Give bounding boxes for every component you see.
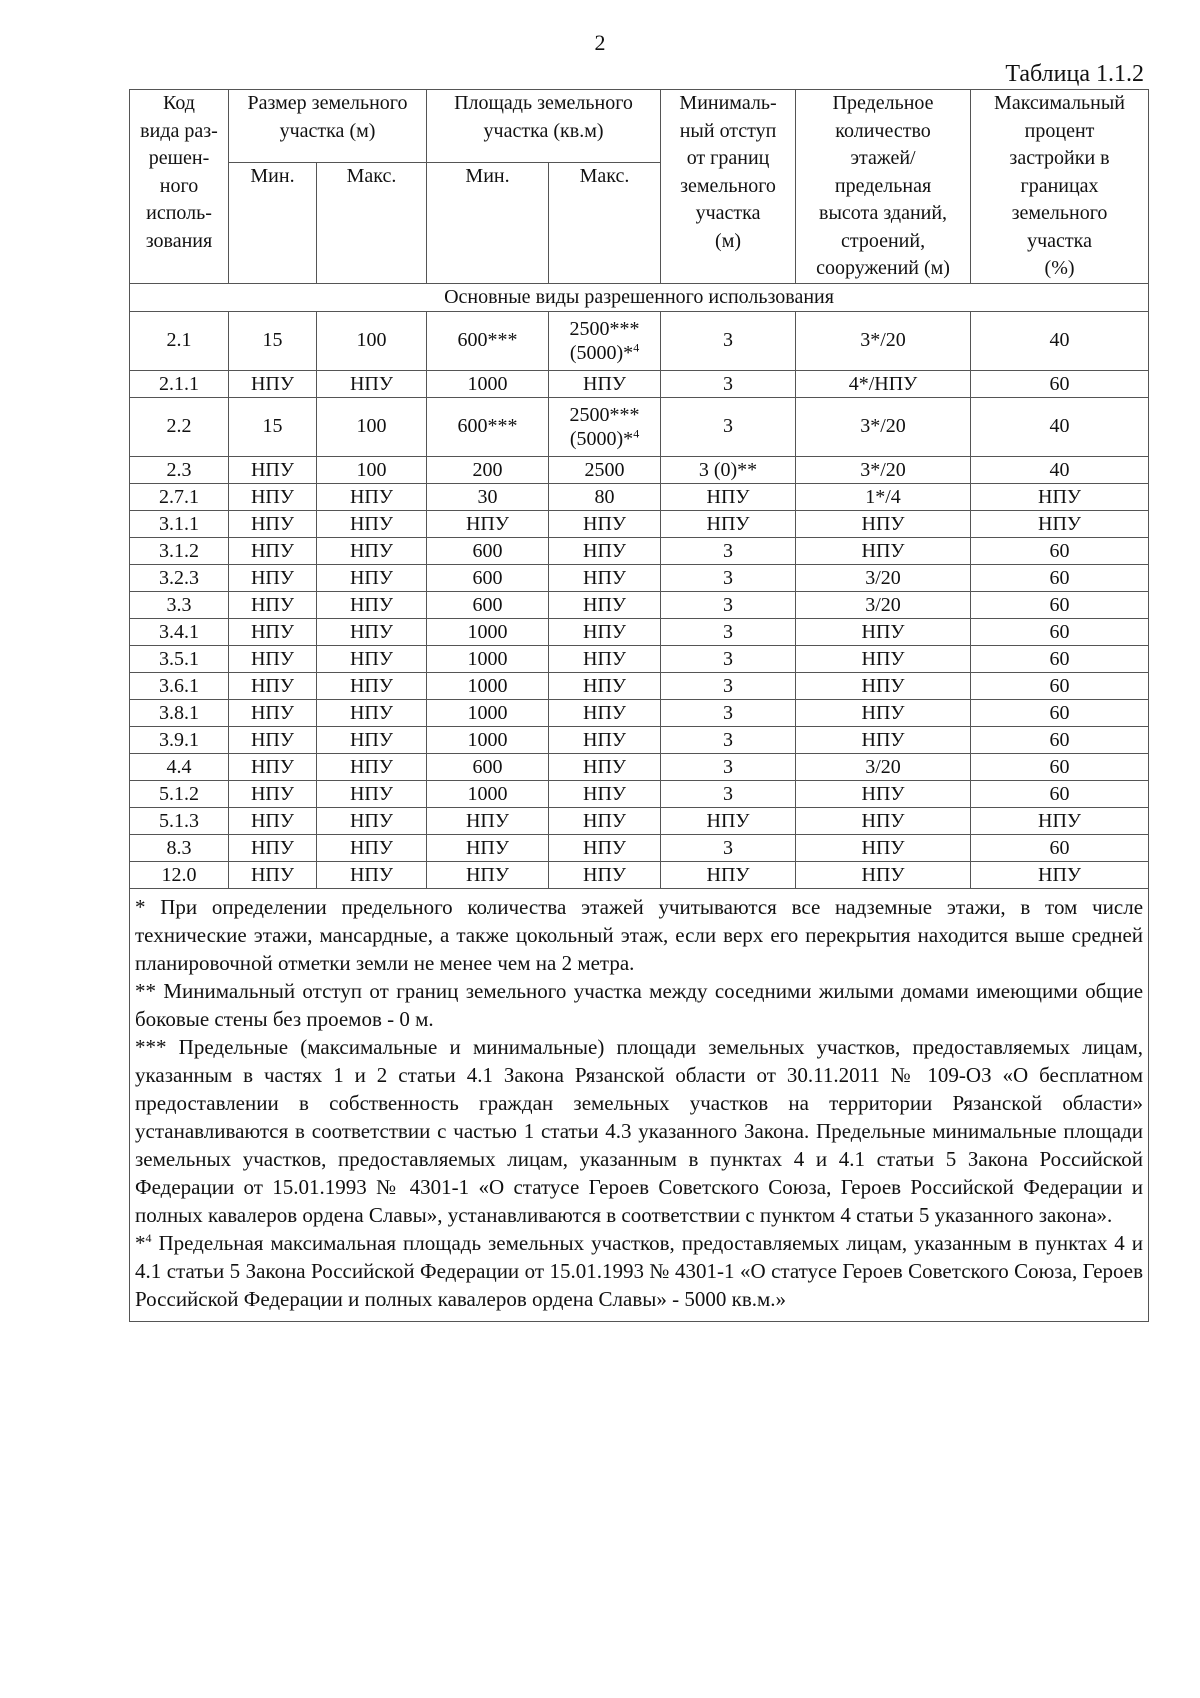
cell-area_max: НПУ [549, 834, 661, 861]
table-row [130, 510, 1149, 537]
header-line: участка (кв.м) [483, 119, 604, 142]
cell-code: 12.0 [130, 861, 229, 888]
table-row [130, 807, 1149, 834]
cell-size_max: 100 [317, 311, 427, 370]
cell-code: 2.7.1 [130, 483, 229, 510]
cell-code: 8.3 [130, 834, 229, 861]
cell-percent: 60 [971, 780, 1149, 807]
header-line: количество [835, 119, 931, 142]
cell-area_min: 600 [427, 537, 549, 564]
cell-code: 4.4 [130, 753, 229, 780]
note-2: ** Минимальный отступ от границ земельного участка между соседними жилыми домами имеющими общие боковые стены без проемов - 0 м. [135, 978, 1144, 1031]
cell-floors: НПУ [796, 672, 971, 699]
cell-code: 3.1.2 [130, 537, 229, 564]
header-line: (м) [715, 229, 742, 252]
cell-size_min: НПУ [229, 699, 317, 726]
cell-area_min: 1000 [427, 726, 549, 753]
cell-code: 2.2 [130, 397, 229, 456]
cell-area_min: 600*** [427, 311, 549, 370]
header-line: предельная [834, 174, 932, 197]
header-line: этажей/ [850, 147, 916, 169]
header-line: ный отступ [679, 119, 777, 142]
cell-floors: НПУ [796, 537, 971, 564]
cell-area_max: НПУ [549, 807, 661, 834]
cell-setback: НПУ [661, 807, 796, 834]
cell-code: 2.3 [130, 456, 229, 483]
cell-area_max: НПУ [549, 537, 661, 564]
cell-area_max: 2500 [549, 456, 661, 483]
cell-floors: НПУ [796, 510, 971, 537]
cell-percent: 60 [971, 618, 1149, 645]
header-line: Минималь- [679, 92, 777, 114]
cell-size_min: НПУ [229, 564, 317, 591]
cell-code: 2.1 [130, 311, 229, 370]
cell-area_min: 1000 [427, 618, 549, 645]
cell-size_min: НПУ [229, 483, 317, 510]
cell-floors: 3/20 [796, 564, 971, 591]
cell-floors: 1*/4 [796, 483, 971, 510]
cell-area-max-sup: 4 [633, 339, 640, 354]
cell-area_max: НПУ [549, 780, 661, 807]
cell-setback: 3 [661, 645, 796, 672]
cell-area-max-sup: 4 [633, 425, 640, 440]
header-area-min: Мин. [427, 162, 549, 283]
cell-percent: 40 [971, 456, 1149, 483]
cell-percent: 60 [971, 645, 1149, 672]
cell-size_max: 100 [317, 456, 427, 483]
header-line: строений, [840, 229, 926, 252]
cell-setback: НПУ [661, 483, 796, 510]
cell-area_min: НПУ [427, 807, 549, 834]
cell-code: 3.6.1 [130, 672, 229, 699]
header-line: границах [1020, 174, 1099, 197]
cell-percent: 60 [971, 564, 1149, 591]
section-title: Основные виды разрешенного использования [130, 283, 1149, 311]
table-row [130, 618, 1149, 645]
cell-setback: 3 [661, 311, 796, 370]
cell-floors: НПУ [796, 861, 971, 888]
cell-floors: 3/20 [796, 591, 971, 618]
cell-size_min: НПУ [229, 591, 317, 618]
header-size [229, 90, 427, 163]
land-use-table [129, 89, 1149, 1322]
cell-setback: 3 [661, 672, 796, 699]
cell-floors: НПУ [796, 645, 971, 672]
note-4 [135, 1229, 1143, 1313]
header-line: процент [1024, 119, 1095, 142]
cell-size_min: НПУ [229, 834, 317, 861]
cell-area_max [549, 397, 661, 456]
header-line: исполь- [146, 202, 212, 224]
cell-size_min: НПУ [229, 618, 317, 645]
header-line: участка (м) [279, 119, 376, 142]
cell-size_min: НПУ [229, 861, 317, 888]
table-row [130, 753, 1149, 780]
cell-code: 3.9.1 [130, 726, 229, 753]
table-row [130, 780, 1149, 807]
cell-size_max: НПУ [317, 510, 427, 537]
cell-area_min: 200 [427, 456, 549, 483]
cell-setback: 3 [661, 699, 796, 726]
cell-size_min: НПУ [229, 510, 317, 537]
note-1: * При определении предельного количества этажей учитываются все надземные этажи, в том числе технические этажи, мансардные, а также цокольный этаж, если верх его перекрытия находится выше средней планировочной отметки земли не менее чем на 2 метра. [135, 894, 1144, 975]
header-line: земельного [680, 174, 776, 197]
table-row [130, 397, 1149, 456]
cell-percent: 60 [971, 834, 1149, 861]
cell-percent: 60 [971, 591, 1149, 618]
cell-size_max: НПУ [317, 834, 427, 861]
table-row [130, 370, 1149, 397]
cell-percent: НПУ [971, 807, 1149, 834]
cell-size_min: НПУ [229, 807, 317, 834]
table-row [130, 645, 1149, 672]
header-area [427, 90, 661, 163]
header-line: Площадь земельного [454, 92, 633, 114]
table-row [130, 537, 1149, 564]
cell-setback: 3 [661, 753, 796, 780]
cell-floors: 3*/20 [796, 397, 971, 456]
cell-area_max: НПУ [549, 861, 661, 888]
header-floors [796, 90, 971, 284]
cell-size_min: НПУ [229, 726, 317, 753]
cell-setback: 3 [661, 564, 796, 591]
cell-percent: НПУ [971, 510, 1149, 537]
header-line: земельного [1011, 202, 1108, 224]
cell-size_max: НПУ [317, 564, 427, 591]
cell-size_min: НПУ [229, 753, 317, 780]
table-row [130, 456, 1149, 483]
cell-floors: НПУ [796, 726, 971, 753]
cell-size_max: НПУ [317, 753, 427, 780]
cell-setback: НПУ [661, 510, 796, 537]
cell-size_min: НПУ [229, 456, 317, 483]
cell-floors: 3*/20 [796, 456, 971, 483]
header-setback [661, 90, 796, 284]
cell-percent: 40 [971, 397, 1149, 456]
cell-area_max: НПУ [549, 699, 661, 726]
cell-area_max: НПУ [549, 672, 661, 699]
table-row [130, 834, 1149, 861]
cell-area_min: НПУ [427, 834, 549, 861]
cell-code: 3.3 [130, 591, 229, 618]
cell-area-max-line1: 2500*** [569, 317, 640, 340]
cell-size_min: НПУ [229, 672, 317, 699]
header-line: зования [145, 229, 213, 252]
cell-percent: 40 [971, 311, 1149, 370]
header-line: ного [159, 174, 199, 197]
cell-code: 5.1.2 [130, 780, 229, 807]
cell-size_min: НПУ [229, 537, 317, 564]
cell-area_min: 1000 [427, 645, 549, 672]
cell-setback: 3 [661, 591, 796, 618]
header-line: высота зданий, [819, 202, 948, 224]
cell-area_min: 1000 [427, 699, 549, 726]
header-line: Размер земельного [247, 92, 408, 114]
table-row [130, 564, 1149, 591]
table-row [130, 591, 1149, 618]
cell-area_min: НПУ [427, 861, 549, 888]
header-area-max: Макс. [549, 162, 661, 283]
header-line: Код [163, 92, 195, 114]
cell-code: 3.2.3 [130, 564, 229, 591]
cell-code: 3.5.1 [130, 645, 229, 672]
cell-area_min: 1000 [427, 780, 549, 807]
cell-code: 2.1.1 [130, 370, 229, 397]
header-line: Предельное [832, 92, 934, 114]
cell-setback: 3 [661, 618, 796, 645]
header-line: Максимальный [994, 92, 1126, 114]
cell-code: 3.8.1 [130, 699, 229, 726]
cell-code: 5.1.3 [130, 807, 229, 834]
table-row [130, 483, 1149, 510]
cell-area_max [549, 311, 661, 370]
cell-area_max: НПУ [549, 510, 661, 537]
note-4-mark: * [135, 1230, 146, 1255]
cell-code: 3.1.1 [130, 510, 229, 537]
cell-size_min: 15 [229, 311, 317, 370]
cell-size_max: НПУ [317, 483, 427, 510]
cell-setback: 3 [661, 780, 796, 807]
cell-size_max: НПУ [317, 699, 427, 726]
cell-size_min: НПУ [229, 370, 317, 397]
cell-area_min: 1000 [427, 672, 549, 699]
cell-area_max: 80 [549, 483, 661, 510]
cell-size_max: НПУ [317, 645, 427, 672]
cell-floors: НПУ [796, 699, 971, 726]
note-3: *** Предельные (максимальные и минимальные) площади земельных участков, предоставляемых лицам, указанным в частях 1 и 2 статьи 4.1 Закона Рязанской области от 30.11.2011 № 109-ОЗ «О бесплатном предоставлении в собственность граждан земельных участков на территории Рязанской области» устанавливаются в соответствии с частью 1 статьи 4.3 указанного Закона. Предельные минимальные площади земельных участков, предоставляемых лицам, указанным в пунктах 4 и 4.1 статьи 5 Закона Российской Федерации от 15.01.1993 № 4301-1 «О статусе Героев Советского Союза, Героев Российской Федерации и полных кавалеров ордена Славы», устанавливаются в соответствии с пунктом 4 статьи 5 указанного закона». [135, 1034, 1144, 1227]
cell-setback: 3 [661, 370, 796, 397]
table-caption: Таблица 1.1.2 [1005, 61, 1144, 87]
cell-area_max: НПУ [549, 645, 661, 672]
cell-percent: 60 [971, 672, 1149, 699]
table-row [130, 726, 1149, 753]
cell-size_max: НПУ [317, 780, 427, 807]
cell-area_min: НПУ [427, 510, 549, 537]
header-size-max: Макс. [317, 162, 427, 283]
cell-setback: НПУ [661, 861, 796, 888]
header-line: участка [1027, 229, 1092, 252]
cell-size_max: НПУ [317, 618, 427, 645]
cell-area_max: НПУ [549, 753, 661, 780]
table-row [130, 311, 1149, 370]
header-code [130, 90, 229, 284]
cell-area_max: НПУ [549, 370, 661, 397]
header-line: вида раз- [140, 119, 218, 142]
cell-area_min: 600 [427, 591, 549, 618]
cell-floors: НПУ [796, 780, 971, 807]
header-line: решен- [148, 147, 210, 169]
cell-size_max: НПУ [317, 672, 427, 699]
cell-area_min: 30 [427, 483, 549, 510]
cell-percent: НПУ [971, 861, 1149, 888]
table-row [130, 861, 1149, 888]
header-line: от границ [686, 147, 770, 169]
header-percent [971, 90, 1149, 284]
cell-code: 3.4.1 [130, 618, 229, 645]
cell-area-max-line2: (5000)* [569, 427, 634, 450]
cell-size_min: НПУ [229, 645, 317, 672]
header-line: (%) [1044, 257, 1075, 279]
table-row [130, 699, 1149, 726]
cell-percent: 60 [971, 699, 1149, 726]
notes-cell [130, 888, 1149, 1321]
cell-floors: НПУ [796, 618, 971, 645]
cell-size_max: НПУ [317, 591, 427, 618]
cell-area_max: НПУ [549, 591, 661, 618]
cell-size_min: 15 [229, 397, 317, 456]
cell-size_max: НПУ [317, 726, 427, 753]
cell-floors: НПУ [796, 807, 971, 834]
header-size-min: Мин. [229, 162, 317, 283]
cell-area_min: 600 [427, 564, 549, 591]
cell-area_min: 1000 [427, 370, 549, 397]
cell-area-max-line2: (5000)* [569, 341, 634, 364]
cell-percent: НПУ [971, 483, 1149, 510]
cell-floors: 4*/НПУ [796, 370, 971, 397]
page-number: 2 [594, 30, 606, 55]
cell-percent: 60 [971, 370, 1149, 397]
cell-floors: 3/20 [796, 753, 971, 780]
header-line: участка [695, 202, 761, 224]
cell-setback: 3 [661, 834, 796, 861]
cell-area_max: НПУ [549, 726, 661, 753]
cell-area_min: 600*** [427, 397, 549, 456]
cell-percent: 60 [971, 537, 1149, 564]
cell-setback: 3 (0)** [661, 456, 796, 483]
cell-setback: 3 [661, 537, 796, 564]
header-line: застройки в [1009, 147, 1110, 169]
cell-floors: НПУ [796, 834, 971, 861]
cell-size_max: НПУ [317, 807, 427, 834]
note-4-sup: 4 [145, 1230, 152, 1245]
table-row [130, 672, 1149, 699]
cell-size_max: НПУ [317, 370, 427, 397]
cell-area_min: 600 [427, 753, 549, 780]
note-4-text: Предельная максимальная площадь земельных участков, предоставляемых лицам, указанным в пунктах 4 и 4.1 статьи 5 Закона Российской Федерации от 15.01.1993 № 4301-1 «О статусе Героев Советского Союза, Героев Российской Федерации и полных кавалеров ордена Славы» - 5000 кв.м.» [135, 1230, 1144, 1311]
cell-percent: 60 [971, 753, 1149, 780]
cell-size_min: НПУ [229, 780, 317, 807]
cell-setback: 3 [661, 397, 796, 456]
cell-size_max: 100 [317, 397, 427, 456]
cell-area_max: НПУ [549, 618, 661, 645]
header-line: сооружений (м) [816, 257, 950, 279]
cell-percent: 60 [971, 726, 1149, 753]
cell-area_max: НПУ [549, 564, 661, 591]
cell-floors: 3*/20 [796, 311, 971, 370]
cell-area-max-line1: 2500*** [569, 403, 640, 426]
cell-setback: 3 [661, 726, 796, 753]
cell-size_max: НПУ [317, 861, 427, 888]
cell-size_max: НПУ [317, 537, 427, 564]
